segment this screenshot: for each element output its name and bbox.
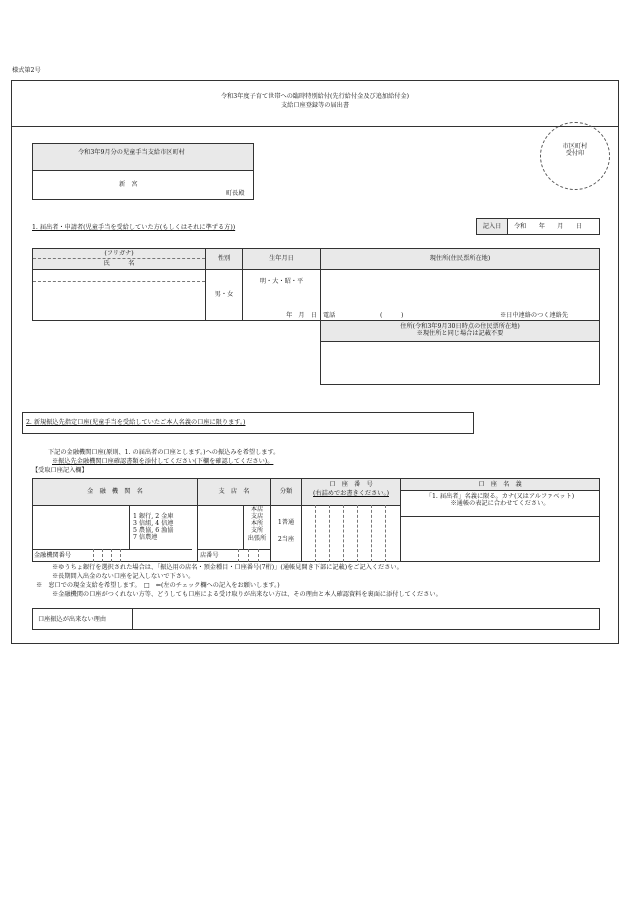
col-bank: 金 融 機 関 名 <box>87 488 143 496</box>
branch-type-5[interactable]: 出張所 <box>247 534 267 542</box>
title-line2: 支給口座登録等の届出書 <box>280 102 350 110</box>
digit-sep-6 <box>385 505 386 562</box>
addressee-city: 新 宮 <box>119 181 138 188</box>
bank-code-sep-4 <box>120 549 121 562</box>
holder-header-split <box>400 490 600 491</box>
branch-type-2[interactable]: 支店 <box>250 513 264 521</box>
birth-ymd[interactable]: 年 月 日 <box>286 312 317 319</box>
account-type-list[interactable] <box>271 519 301 543</box>
branch-code-sep-2 <box>248 549 249 562</box>
footnote-1: ※ゆうちょ銀行を選択された場合は、「振込用の店名・預金種目・口座番号(7桁)」(通帳見開き下部に記載)をご記入ください。 <box>52 564 403 571</box>
branch-code-sep-1 <box>238 549 239 562</box>
era-value[interactable]: 明・大・昭・平 <box>259 278 304 286</box>
receive-label: 【受取口座記入欄】 <box>32 467 88 474</box>
reason-label: 口座振込が出来ない理由 <box>38 616 107 623</box>
bank-type-2[interactable]: 3 信組, 4 信連 <box>133 520 174 528</box>
col-branch: 支 店 名 <box>218 488 250 496</box>
addressee-label: 令和3年9月分の児童手当支給市区町村 <box>78 149 185 156</box>
address2-input[interactable] <box>320 341 600 385</box>
account-type-2[interactable]: 2当座 <box>277 536 295 544</box>
digit-sep-4 <box>357 505 358 562</box>
receipt-stamp-label <box>540 143 610 157</box>
col-account-no <box>302 481 400 497</box>
section2-heading: 2. 新規振込先指定口座(児童手当を受給していたご本人名義の口座に限ります。) <box>26 419 246 426</box>
digit-sep-1 <box>315 505 316 562</box>
reason-input[interactable] <box>133 609 599 629</box>
addressee-title: 町長殿 <box>226 190 245 197</box>
branch-type-3[interactable]: 本所 <box>250 520 264 528</box>
bank-header-bottom <box>32 505 400 506</box>
footnote-3: ※ 窓口での現金支給を希望します。 □ ⇐(左のチェック欄への記入をお願いします。) <box>36 582 280 589</box>
footnote-4: ※金融機関の口座がつくれない方等、どうしても口座による受け取りが出来ない方は、その理由と本人確認資料を裏面に添付してください。 <box>52 591 442 598</box>
col-holder: 口 座 名 義 <box>478 480 522 488</box>
applicant-header-bottom <box>32 269 600 270</box>
section2-note1: 下記の金融機関口座(原則、1. の届出者の口座とします。)への振込みを希望します。 <box>48 449 280 456</box>
footnote-2: ※長期間入出金のない口座を記入しないで下さい。 <box>52 573 195 580</box>
col-furigana: (フリガナ) <box>104 249 134 257</box>
bank-type-sep <box>129 505 130 549</box>
branch-type-list[interactable] <box>244 506 270 542</box>
bank-code-row-top <box>32 549 192 550</box>
form-number: 様式第2号 <box>12 67 41 74</box>
holder-notes <box>401 493 599 507</box>
branch-code-label: 店番号 <box>200 552 219 559</box>
phone-label: 電話 <box>323 312 336 319</box>
bank-code-sep-3 <box>111 549 112 562</box>
holder-note-bottom <box>400 516 600 517</box>
bank-type-3[interactable]: 5 農協, 6 漁協 <box>133 527 174 535</box>
bank-type-4[interactable]: 7 信農連 <box>133 534 158 542</box>
bank-code-sep-2 <box>102 549 103 562</box>
col-name: 氏 名 <box>103 260 135 268</box>
branch-code-row-top <box>197 549 270 550</box>
title-line1: 令和3年度子育て世帯への臨時特別給付(先行給付金及び追加給付金) <box>220 93 410 100</box>
bank-type-list[interactable] <box>133 513 174 542</box>
address2-line1: 住所(令和3年9月30日時点の住民票所在地) <box>400 323 520 330</box>
bank-code-sep-1 <box>93 549 94 562</box>
account-type-1[interactable]: 1普通 <box>277 519 295 526</box>
address2-line2: ※現住所と同じ場合は記載不要 <box>416 330 504 338</box>
name-input[interactable] <box>33 282 205 320</box>
digit-sep-3 <box>343 505 344 562</box>
address2-label <box>320 323 600 337</box>
branch-code-sep-3 <box>258 549 259 562</box>
section2-note2: ※振込先金融機関口座確認書類を添付してください(下欄を確認してください)。 <box>52 458 274 465</box>
stamp-line1: 市区町村 <box>562 143 588 150</box>
digit-sep-5 <box>371 505 372 562</box>
holder-note2: ※通帳の表記に合わせてください。 <box>450 500 550 508</box>
digit-sep-2 <box>329 505 330 562</box>
phone-note: ※日中連絡のつく連絡先 <box>500 312 569 319</box>
holder-note1: 「1. 届出者」名義に限る。カナ(又はアルファベット) <box>425 493 575 500</box>
bank-code-label: 金融機関番号 <box>34 552 72 559</box>
col-birth: 生年月日 <box>269 255 294 263</box>
col-sep-holder <box>400 478 401 562</box>
account-no-title: 口 座 番 号 <box>329 481 373 488</box>
date-label: 記入日 <box>477 219 508 234</box>
form-title <box>11 93 619 109</box>
bank-type-1[interactable]: 1 銀行, 2 金庫 <box>133 513 174 520</box>
header-divider <box>11 126 619 127</box>
sex-value[interactable]: 男・女 <box>214 291 234 299</box>
col-sex: 性別 <box>217 255 231 263</box>
branch-type-1[interactable]: 本店 <box>250 506 264 513</box>
col-address: 現住所(住民票所在地) <box>429 255 491 263</box>
section1-heading: 1. 届出者・申請者(児童手当を受給していた方(もしくはそれに準ずる方)) <box>32 224 236 231</box>
account-no-note: (右詰めでお書きください。) <box>313 490 389 498</box>
branch-type-4[interactable]: 支所 <box>250 527 264 535</box>
phone-parens[interactable]: ( ) <box>380 312 404 319</box>
col-type: 分類 <box>279 488 293 496</box>
addressee-label-box <box>32 143 254 171</box>
stamp-line2: 受付印 <box>565 150 585 158</box>
date-value[interactable]: 令和 年 月 日 <box>514 223 583 230</box>
addressee-name-box[interactable] <box>32 170 254 200</box>
